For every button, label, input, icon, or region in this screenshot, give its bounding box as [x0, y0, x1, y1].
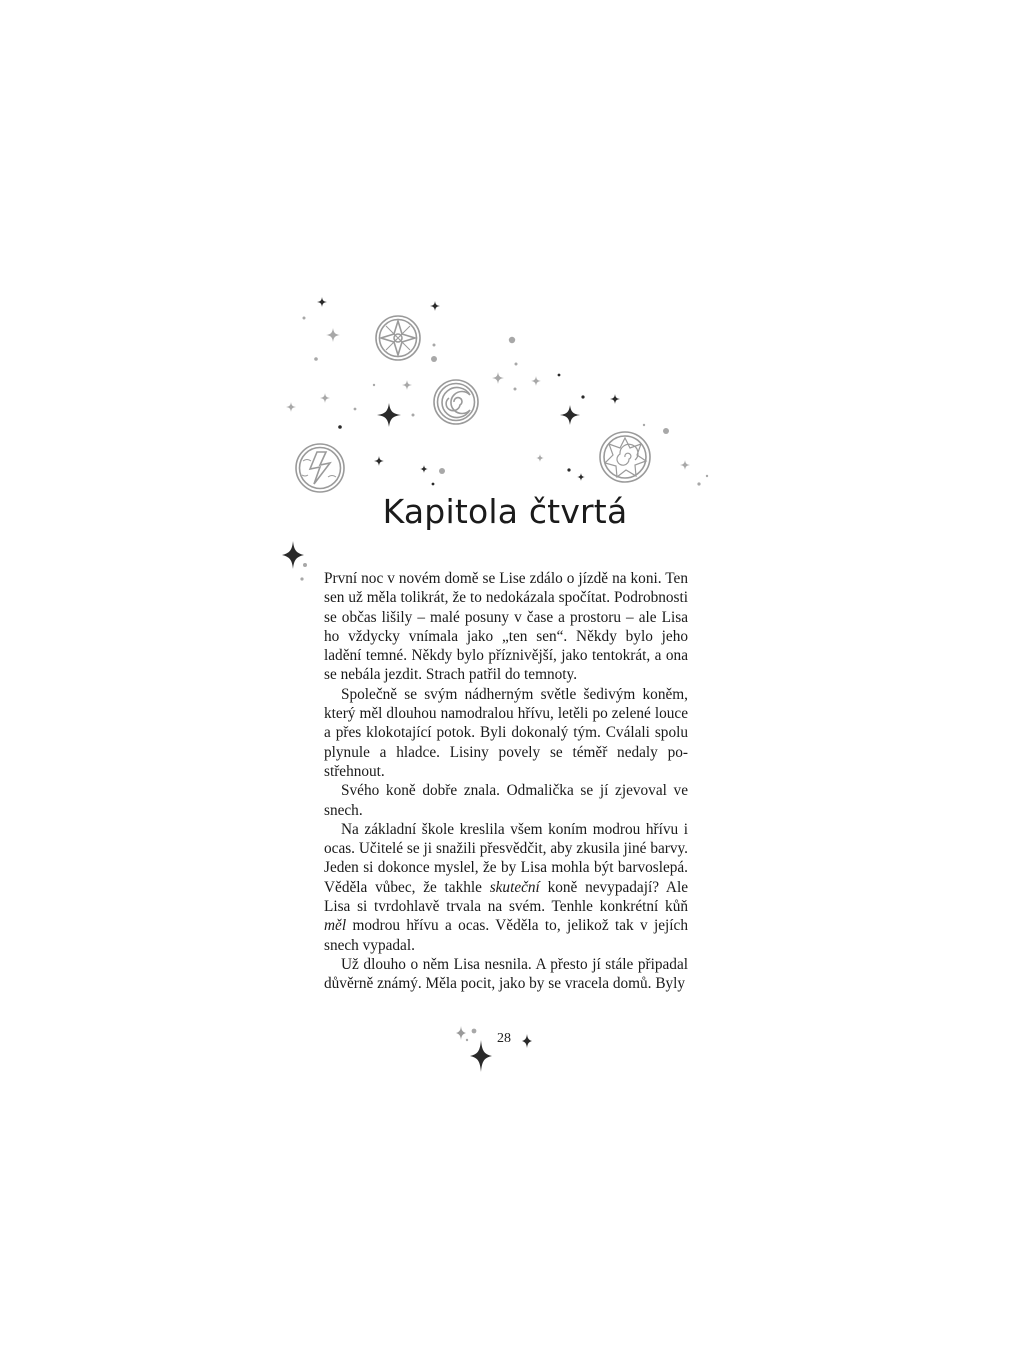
sparkle-icon: [280, 537, 314, 589]
chapter-ornament: [270, 285, 730, 505]
footer-ornament: [450, 1020, 540, 1080]
chapter-body: [324, 569, 688, 994]
paragraph: Společně se svým nádherným světle šedivým koněm, který měl dlouhou namodralou hřívu, letěli po zelené louce a přes klokotající potok. Byli dokonalý tým. Cválali spolu plynule a hladce. Lisiny povely se téměř nedaly postřehnout.: [324, 685, 688, 780]
paragraph: Svého koně dobře znala. Odmalička se jí zjevoval ve snech.: [324, 782, 688, 819]
paragraph: První noc v novém domě se Lise zdálo o jízdě na koni. Ten sen už měla tolikrát, že to nedokázala spočítat. Podrobnosti se občas lišily – malé posuny v čase a prostoru – ale Lisa ho vždycky vnímala jako „ten sen“. Někdy bylo jeho ladění temné. Někdy bylo příznivější, jako tentokrát, a ona se nebála jezdit. Strach patřil do temnoty.: [324, 570, 688, 684]
lightning-icon: [296, 444, 344, 492]
emphasis: měl: [324, 917, 347, 935]
paragraph: [324, 820, 688, 955]
emphasis: skuteční: [489, 878, 540, 896]
text-run: koně nevypadají? Ale Lisa si tvrdohlavě trvala na svém. Tenhle konkrétní kůň: [324, 878, 688, 916]
star-compass-icon: [376, 316, 420, 360]
text-run: modrou hřívu a ocas. Věděla to, jelikož tak v jejích snech vypadal.: [324, 917, 688, 954]
sun-swirl-icon: [600, 432, 650, 482]
page-number: 28: [497, 1031, 511, 1046]
moon-swirl-icon: [434, 380, 478, 424]
paragraph: Už dlouho o něm Lisa nesnila. A přesto jí stále připadal důvěrně známý. Měla pocit, jako by se vracela domů. Byly: [324, 955, 688, 993]
chapter-title: Kapitola čtvrtá: [382, 492, 628, 531]
text-run: Na základní škole kreslila všem koním modrou hřívu i ocas. Učitelé se ji snažili přesvědčit, aby zkusila jiné barvy. Jeden si dokonce myslel, že by Lisa mohla být barvoslepá. Věděla vůbec, že takhle: [324, 820, 688, 896]
sparkle-icon: [317, 297, 620, 485]
